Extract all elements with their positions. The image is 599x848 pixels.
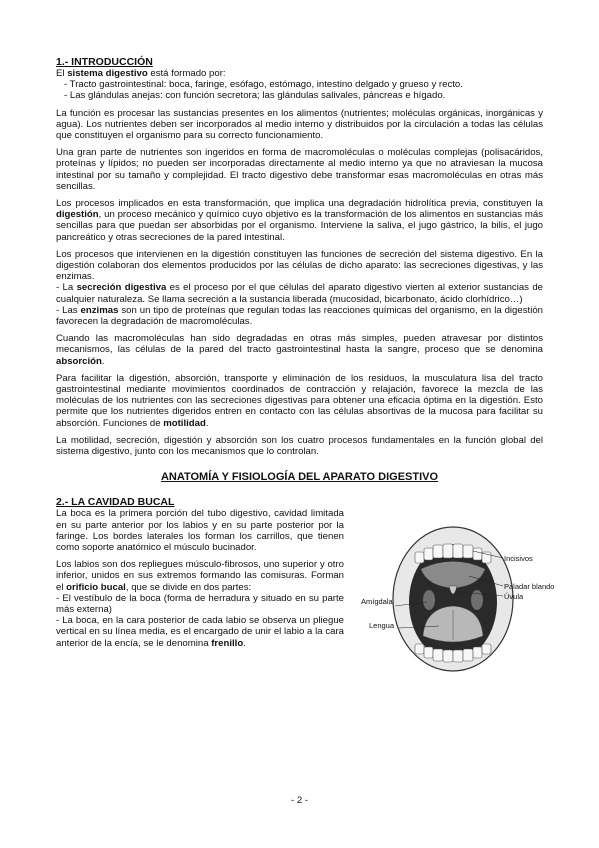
intro-p8: Cuando las macromoléculas han sido degradadas en otras más simples, pueden atravesar por distintos mecanismos, las células de la pared del tracto gastrointestinal hasta la sangre, proceso que se denomina absorción.	[56, 333, 543, 367]
intro-p6: - La secreción digestiva es el proceso por el que células del aparato digestivo vierten al exterior sustancias de cualquier naturaleza. Se llama secreción a la sustancia liberada (mucosidad, bicarbonato, ácido clorhídrico…)	[56, 282, 543, 305]
bucal-p2: Los labios son dos repliegues músculo-fibrosos, uno superior y otro inferior, unidos en sus extremos formando las comisuras. Forman el orificio bucal, que se divide en dos partes:	[56, 559, 344, 593]
intro-p9: Para facilitar la digestión, absorción, transporte y eliminación de los residuos, la musculatura lisa del tracto gastrointestinal mediante movimientos coordinados de contracción y relajación, favorece la mezcla de las moléculas de los nutrientes con las secreciones digestivas para obtener una eficacia óptima en la digestión. Esto permite que los nutrientes digeridos entren en contacto con las células absortivas de la mucosa para facilitar su absorción. Funciones de motilidad.	[56, 372, 543, 429]
list-item: - Tracto gastrointestinal: boca, faringe, esófago, estómago, intestino delgado y grueso y recto.	[64, 79, 463, 91]
intro-p2: La función es procesar las sustancias presentes en los alimentos (nutrientes; moléculas orgánicas, inorgánicas y agua). Los nutrientes deben ser incorporados al medio interno y distribuidos por la circulación a todas las células que constituyen el organismo para su correcto funcionamiento.	[56, 107, 543, 142]
intro-p5: Los procesos que intervienen en la digestión constituyen las funciones de secreción del sistema digestivo. En la digestión colaboran dos elementos producidos por las células de dicho aparato: las secreciones digestivas, y las enzimas.	[56, 248, 543, 283]
label-amigdala: Amígdala	[361, 597, 393, 607]
label-incisivos: Incisivos	[504, 554, 533, 564]
bucal-item1: - El vestíbulo de la boca (forma de herradura y situado en su parte más externa)	[56, 592, 344, 615]
label-paladar: Paladar blando	[504, 582, 555, 592]
intro-heading: 1.- INTRODUCCIÓN	[56, 56, 153, 68]
bucal-p1: La boca es la primera porción del tubo digestivo, cavidad limitada en su parte anterior por los labios y en su parte posterior por la faringe. Los bordes laterales los forman los carrillos, que tienen como soporte anatómico el músculo bucinador.	[56, 508, 344, 553]
bucal-heading: 2.- LA CAVIDAD BUCAL	[56, 496, 175, 509]
anatomy-title: ANATOMÍA Y FISIOLOGÍA DEL APARATO DIGESTIVO	[160, 471, 439, 484]
page-content	[56, 56, 555, 726]
label-lengua: Lengua	[369, 621, 395, 631]
mouth-illustration	[361, 524, 561, 674]
intro-p10: La motilidad, secreción, digestión y absorción son los cuatro procesos fundamentales en la función global del sistema digestivo, junto con los mecanismos que lo controlan.	[56, 434, 543, 458]
intro-list	[56, 79, 543, 101]
label-uvula: Úvula	[504, 592, 524, 602]
bucal-item2: - La boca, en la cara posterior de cada labio se observa un pliegue vertical en su línea media, es el encargado de unir el labio a la cara anterior de la encía, se le denomina frenillo.	[56, 615, 344, 649]
intro-p4: Los procesos implicados en esta transformación, que implica una degradación hidrolítica previa, constituyen la digestión, un proceso mecánico y químico cuyo objetivo es la transformación de los alimentos en sustancias más sencillas para que puedan ser absorbidas por el organismo. Interviene la saliva, el jugo gástrico, la bilis, el jugo pancreático y otras secreciones de la pared intestinal.	[56, 198, 543, 243]
list-item: - Las glándulas anejas: con función secretora; las glándulas salivales, páncreas e hígado.	[64, 90, 446, 102]
intro-p7: - Las enzimas son un tipo de proteínas que regulan todas las reacciones químicas del organismo, en la digestión favorecen la degradación de macromoléculas.	[56, 304, 543, 328]
bucal-section	[56, 496, 555, 726]
intro-p3: Una gran parte de nutrientes son ingeridos en forma de macromoléculas o moléculas complejas (polisacáridos, proteínas y lípidos; no pueden ser incorporadas directamente al medio interno ya que no atraviesan la mucosa intestinal por su tamaño y complejidad. El tracto digestivo debe transformar esas macromoléculas en otras más sencillas.	[56, 147, 543, 192]
page-number: - 2 -	[290, 795, 309, 806]
intro-p1: El sistema digestivo está formado por:	[56, 68, 226, 79]
